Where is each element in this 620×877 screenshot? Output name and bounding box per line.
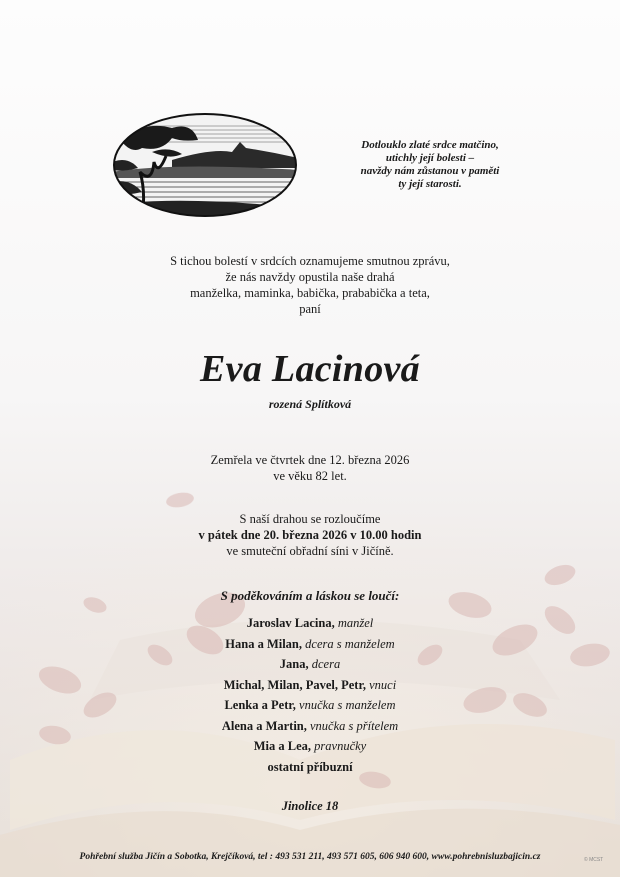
landscape-emblem-image xyxy=(112,112,298,218)
motto-line: ty její starosti. xyxy=(398,178,462,190)
announcement-line: S tichou bolestí v srdcích oznamujeme smutnou zprávu, xyxy=(170,254,450,268)
announcement-line: manželka, maminka, babička, prababička a teta, xyxy=(190,286,430,300)
funeral-info xyxy=(0,511,620,559)
deceased-name: Eva Lacinová xyxy=(200,348,420,390)
funeral-intro-line: S naší drahou se rozloučíme xyxy=(239,512,381,526)
mourner-name: Jana, xyxy=(279,657,309,671)
announcement-line: paní xyxy=(299,302,321,316)
mourner-relation: vnučka s přítelem xyxy=(310,718,399,733)
mourner-relation: vnučka s manželem xyxy=(299,698,396,712)
mourner-row xyxy=(0,654,620,675)
mourner-row xyxy=(0,716,620,737)
age-line: ve věku 82 let. xyxy=(273,469,347,483)
funeral-date-line xyxy=(0,527,620,543)
address-line: Jinolice 18 xyxy=(281,799,339,813)
mourner-relation: pravnučky xyxy=(314,739,367,753)
mourner-relation: manžel xyxy=(337,616,374,630)
mourner-row xyxy=(0,757,620,778)
mourner-row xyxy=(0,613,620,634)
copyright-mark: © MCST xyxy=(584,857,604,863)
announcement-line: že nás navždy opustila naše drahá xyxy=(225,270,395,284)
death-date-line: Zemřela ve čtvrtek dne 12. března 2026 xyxy=(210,453,410,467)
mourner-relation: dcera s manželem xyxy=(305,636,395,651)
mourner-row xyxy=(0,634,620,655)
mourner-name: Alena a Martin, xyxy=(221,718,307,733)
mourner-name: ostatní příbuzní xyxy=(267,759,353,774)
mourner-relation: vnuci xyxy=(369,677,397,692)
mourner-row xyxy=(0,675,620,696)
funeral-date: v pátek dne 20. března 2026 v 10.00 hodin xyxy=(198,528,422,542)
funeral-venue-line: ve smuteční obřadní síni v Jičíně. xyxy=(226,544,394,558)
announcement-text xyxy=(0,253,620,317)
mourner-row xyxy=(0,736,620,757)
death-notice xyxy=(0,452,620,484)
maiden-name: rozená Splítková xyxy=(268,397,352,411)
mourners-list xyxy=(0,613,620,777)
mourner-name: Mia a Lea, xyxy=(253,739,312,753)
mourner-row xyxy=(0,695,620,716)
motto-verse xyxy=(340,139,520,191)
mourner-name: Hana a Milan, xyxy=(225,636,303,651)
mourner-name: Jaroslav Lacina, xyxy=(246,616,335,630)
motto-line: utichly její bolesti – xyxy=(385,152,475,164)
mourner-name: Lenka a Petr, xyxy=(224,698,296,712)
mourner-name: Michal, Milan, Pavel, Petr, xyxy=(223,677,366,692)
motto-line: navždy nám zůstanou v paměti xyxy=(360,165,500,177)
mourner-relation: dcera xyxy=(311,657,341,671)
thanks-heading: S poděkováním a láskou se loučí: xyxy=(220,588,400,603)
funeral-service-footer: Pohřební služba Jičín a Sobotka, Krejčíková, tel : 493 531 211, 493 571 605, 606 940 600, www.pohrebnisluzbajicin.cz xyxy=(79,852,541,862)
motto-line: Dotlouklo zlaté srdce matčino, xyxy=(361,139,499,151)
